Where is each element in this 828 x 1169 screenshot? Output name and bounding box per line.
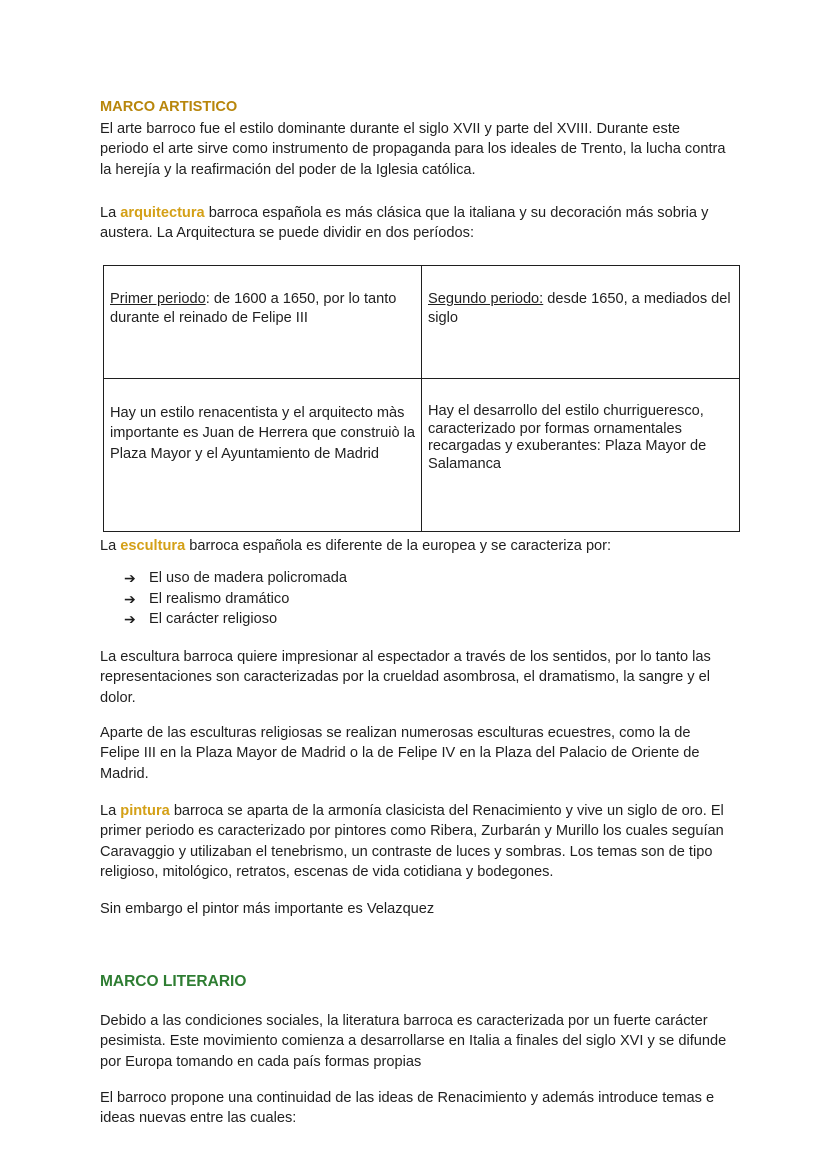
table-cell-segundo-periodo (422, 266, 740, 379)
table-cell-primer-periodo (104, 266, 422, 379)
text-post: barroca española es diferente de la europea y se caracteriza por: (185, 538, 612, 554)
text-pre: La (100, 538, 121, 554)
paragraph-esculturas-ecuestres: Aparte de las esculturas religiosas se realizan numerosas esculturas ecuestres, como la de Felipe III en la Plaza Mayor de Madrid o la de Felipe IV en la Plaza del Palacio de Oriente de Madrid. (100, 725, 700, 782)
escultura-features-list (100, 568, 347, 630)
list-item (100, 589, 347, 610)
heading-marco-artistico: MARCO ARTISTICO (100, 99, 238, 115)
paragraph-arquitectura (100, 203, 730, 244)
text-pre: La (100, 205, 121, 221)
paragraph-escultura-impresionar: La escultura barroca quiere impresionar al espectador a través de los sentidos, por lo tanto las representaciones son caracterizadas por la crueldad asombrosa, el dramatismo, la sangre y el dolor. (100, 649, 711, 706)
table-cell-segundo-descripcion: Hay el desarrollo del estilo churrigueresco, caracterizado por formas ornamentales recargadas y exuberantes: Plaza Mayor de Salamanca (422, 379, 740, 532)
list-item-text: El realismo dramático (149, 590, 290, 607)
table-row (104, 266, 740, 379)
paragraph-intro: El arte barroco fue el estilo dominante durante el siglo XVII y parte del XVIII. Durante este periodo el arte sirve como instrumento de propaganda para los ideales de Trento, la lucha contra la herejía y la reafirmación del poder de la Iglesia católica. (100, 121, 726, 178)
paragraph-velazquez: Sin embargo el pintor más importante es Velazquez (100, 901, 435, 917)
list-item-text: El carácter religioso (149, 611, 278, 627)
paragraph-barroco-continuidad: El barroco propone una continuidad de las ideas de Renacimiento y además introduce temas e ideas nuevas entre las cuales: (100, 1090, 715, 1127)
text-post: barroca española es más clásica que la italiana y su decoración más sobria y austera. La Arquitectura se puede dividir en dos períodos: (100, 205, 709, 242)
primer-periodo-label: Primer periodo (110, 291, 206, 307)
heading-marco-literario: MARCO LITERARIO (100, 973, 247, 990)
list-item (100, 568, 347, 589)
keyword-pintura: pintura (120, 803, 170, 819)
arrow-icon: ➔ (124, 570, 136, 586)
arrow-icon: ➔ (124, 611, 136, 627)
paragraph-literatura-pesimista: Debido a las condiciones sociales, la literatura barroca es caracterizada por un fuerte carácter pesimista. Este movimiento comienza a desarrollarse en Italia a finales del siglo XVI y se difunde por Europa tomando en cada país formas propias (100, 1013, 727, 1070)
keyword-arquitectura: arquitectura (120, 205, 205, 221)
arrow-icon: ➔ (124, 590, 136, 607)
paragraph-escultura (100, 536, 730, 556)
text-post: barroca se aparta de la armonía clasicista del Renacimiento y vive un siglo de oro. El primer periodo es caracterizado por pintores como Ribera, Zurbarán y Murillo los cuales seguían Caravaggio y utilizaban el tenebrismo, un contraste de luces y sombras. Los temas son de tipo religioso, mitológico, retratos, escenas de vida cotidiana y bodegones. (100, 803, 724, 880)
text-pre: La (100, 803, 121, 819)
table-cell-primer-descripcion: Hay un estilo renacentista y el arquitecto màs importante es Juan de Herrera que construiò la Plaza Mayor y el Ayuntamiento de Madrid (104, 379, 422, 532)
primer-periodo-text: : de 1600 a 1650, por lo tanto durante el reinado de Felipe III (110, 291, 397, 326)
list-item-text: El uso de madera policromada (149, 570, 347, 586)
segundo-periodo-label: Segundo periodo: (428, 291, 544, 307)
paragraph-pintura (100, 801, 730, 882)
periods-table (103, 265, 740, 532)
list-item (100, 609, 347, 630)
keyword-escultura: escultura (120, 538, 186, 554)
table-row (104, 379, 740, 532)
segundo-periodo-text: desde 1650, a mediados del siglo (428, 291, 731, 326)
